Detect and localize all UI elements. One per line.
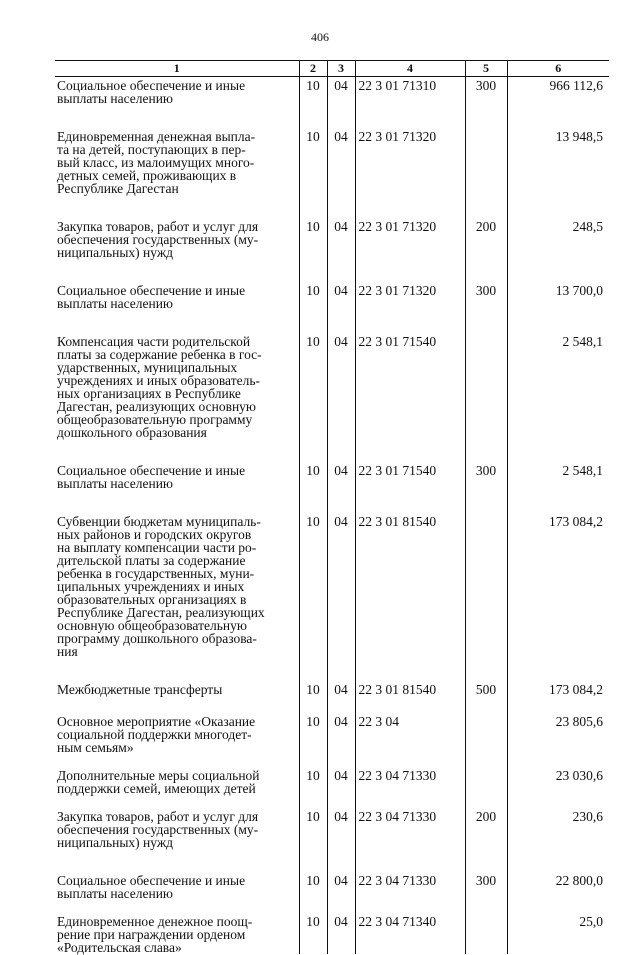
header-cell: 5: [465, 61, 507, 77]
section-code: 10: [299, 913, 327, 954]
target-article-code: 22 3 04 71330: [355, 767, 465, 808]
subsection-code: 04: [327, 462, 355, 513]
header-row: [55, 61, 609, 77]
table-row: [55, 462, 609, 513]
row-name-line: ударственных, муниципальных: [57, 360, 238, 375]
table-row: [55, 218, 609, 282]
row-name-line: основную общеобразовательную: [57, 618, 247, 633]
row-name-line: Межбюджетные трансферты: [57, 682, 223, 697]
row-name-line: платы за содержание ребенка в гос-: [57, 347, 262, 362]
table-row: [55, 872, 609, 913]
section-code: 10: [299, 808, 327, 872]
target-article-code: 22 3 01 81540: [355, 513, 465, 681]
row-name: [55, 218, 299, 282]
row-name-line: ных районов и городских округов: [57, 527, 252, 542]
table-row: [55, 913, 609, 954]
section-code: 10: [299, 282, 327, 333]
row-name-line: ниципальных) нужд: [57, 835, 174, 850]
row-name-line: на выплату компенсации части ро-: [57, 540, 257, 555]
row-name-line: Закупка товаров, работ и услуг для: [57, 219, 259, 234]
expense-type-code: 200: [465, 218, 507, 282]
row-name-line: ниципальных) нужд: [57, 245, 174, 260]
row-name-line: образовательных организациях в: [57, 592, 247, 607]
subsection-code: 04: [327, 218, 355, 282]
amount-value: 248,5: [507, 218, 609, 282]
row-name-line: ципальных учреждениях и иных: [57, 579, 245, 594]
expense-type-code: [465, 767, 507, 808]
amount-value: 173 084,2: [507, 513, 609, 681]
header-cell: 4: [355, 61, 465, 77]
row-name-line: обеспечения государственных (му-: [57, 232, 259, 247]
row-name-line: детных семей, проживающих в: [57, 168, 237, 183]
row-name: [55, 333, 299, 462]
row-name-line: обеспечения государственных (му-: [57, 822, 259, 837]
expense-type-code: 300: [465, 872, 507, 913]
row-name: [55, 128, 299, 218]
amount-value: 230,6: [507, 808, 609, 872]
row-name-line: выплаты населению: [57, 91, 174, 106]
section-code: 10: [299, 713, 327, 767]
header-cell: 6: [507, 61, 609, 77]
row-name: [55, 681, 299, 713]
subsection-code: 04: [327, 513, 355, 681]
section-code: 10: [299, 77, 327, 129]
row-name-line: вый класс, из малоимущих много-: [57, 155, 255, 170]
row-name: [55, 872, 299, 913]
row-name-line: выплаты населению: [57, 886, 174, 901]
row-name-line: Социальное обеспечение и иные: [57, 873, 246, 888]
row-name: [55, 913, 299, 954]
subsection-code: 04: [327, 913, 355, 954]
expense-type-code: [465, 513, 507, 681]
section-code: 10: [299, 513, 327, 681]
target-article-code: 22 3 01 71320: [355, 218, 465, 282]
row-name-line: учреждениях и иных образователь-: [57, 373, 260, 388]
target-article-code: 22 3 04 71340: [355, 913, 465, 954]
table-row: [55, 681, 609, 713]
amount-value: 966 112,6: [507, 77, 609, 129]
expense-type-code: 500: [465, 681, 507, 713]
target-article-code: 22 3 01 71310: [355, 77, 465, 129]
target-article-code: 22 3 04: [355, 713, 465, 767]
row-name-line: ния: [57, 644, 78, 659]
row-name-line: Основное мероприятие «Оказание: [57, 714, 256, 729]
expense-type-code: [465, 713, 507, 767]
row-name: [55, 282, 299, 333]
row-name-line: ным семьям»: [57, 740, 134, 755]
subsection-code: 04: [327, 282, 355, 333]
table-row: [55, 77, 609, 129]
amount-value: 22 800,0: [507, 872, 609, 913]
header-cell: 1: [55, 61, 299, 77]
target-article-code: 22 3 01 71540: [355, 462, 465, 513]
target-article-code: 22 3 01 71320: [355, 128, 465, 218]
expense-type-code: 300: [465, 462, 507, 513]
section-code: 10: [299, 333, 327, 462]
table-row: [55, 333, 609, 462]
row-name-line: Социальное обеспечение и иные: [57, 463, 246, 478]
row-name-line: Республике Дагестан, реализующих: [57, 605, 265, 620]
row-name-line: общеобразовательную программу: [57, 412, 253, 427]
subsection-code: 04: [327, 713, 355, 767]
table-row: [55, 513, 609, 681]
expense-type-code: 300: [465, 282, 507, 333]
row-name-line: рение при награждении орденом: [57, 927, 246, 942]
row-name-line: Республике Дагестан: [57, 181, 179, 196]
row-name-line: Субвенции бюджетам муниципаль-: [57, 514, 261, 529]
header-cell: 3: [327, 61, 355, 77]
row-name: [55, 77, 299, 129]
target-article-code: 22 3 01 71540: [355, 333, 465, 462]
expense-type-code: [465, 333, 507, 462]
section-code: 10: [299, 872, 327, 913]
table-row: [55, 808, 609, 872]
subsection-code: 04: [327, 128, 355, 218]
header-cell: 2: [299, 61, 327, 77]
row-name-line: выплаты населению: [57, 296, 174, 311]
target-article-code: 22 3 04 71330: [355, 808, 465, 872]
row-name-line: ных организациях в Республике: [57, 386, 241, 401]
row-name-line: Социальное обеспечение и иные: [57, 78, 246, 93]
target-article-code: 22 3 01 81540: [355, 681, 465, 713]
row-name-line: выплаты населению: [57, 476, 174, 491]
amount-value: 13 948,5: [507, 128, 609, 218]
amount-value: 2 548,1: [507, 333, 609, 462]
amount-value: 2 548,1: [507, 462, 609, 513]
target-article-code: 22 3 04 71330: [355, 872, 465, 913]
row-name: [55, 513, 299, 681]
table-row: [55, 282, 609, 333]
amount-value: 23 805,6: [507, 713, 609, 767]
expense-type-code: 200: [465, 808, 507, 872]
table-row: [55, 128, 609, 218]
row-name-line: Компенсация части родительской: [57, 334, 251, 349]
expense-type-code: [465, 128, 507, 218]
row-name-line: Единовременная денежная выпла-: [57, 129, 256, 144]
table-row: [55, 767, 609, 808]
section-code: 10: [299, 218, 327, 282]
row-name-line: программу дошкольного образова-: [57, 631, 257, 646]
subsection-code: 04: [327, 808, 355, 872]
row-name-line: ребенка в государственных, муни-: [57, 566, 255, 581]
budget-table: [55, 60, 609, 954]
row-name-line: Дополнительные меры социальной: [57, 768, 260, 783]
section-code: 10: [299, 681, 327, 713]
subsection-code: 04: [327, 77, 355, 129]
amount-value: 173 084,2: [507, 681, 609, 713]
expense-type-code: [465, 913, 507, 954]
section-code: 10: [299, 128, 327, 218]
row-name: [55, 767, 299, 808]
row-name-line: Единовременное денежное поощ-: [57, 914, 253, 929]
row-name-line: социальной поддержки многодет-: [57, 727, 252, 742]
subsection-code: 04: [327, 681, 355, 713]
row-name-line: Социальное обеспечение и иные: [57, 283, 246, 298]
amount-value: 25,0: [507, 913, 609, 954]
row-name-line: «Родительская слава»: [57, 940, 182, 955]
row-name-line: Закупка товаров, работ и услуг для: [57, 809, 259, 824]
subsection-code: 04: [327, 333, 355, 462]
expense-type-code: 300: [465, 77, 507, 129]
row-name: [55, 462, 299, 513]
row-name-line: поддержки семей, имеющих детей: [57, 781, 256, 796]
amount-value: 13 700,0: [507, 282, 609, 333]
row-name-line: дошкольного образования: [57, 425, 207, 440]
row-name-line: та на детей, поступающих в пер-: [57, 142, 246, 157]
row-name: [55, 713, 299, 767]
target-article-code: 22 3 01 71320: [355, 282, 465, 333]
row-name-line: дительской платы за содержание: [57, 553, 246, 568]
section-code: 10: [299, 767, 327, 808]
page-number: 406: [311, 30, 329, 44]
subsection-code: 04: [327, 872, 355, 913]
amount-value: 23 030,6: [507, 767, 609, 808]
subsection-code: 04: [327, 767, 355, 808]
section-code: 10: [299, 462, 327, 513]
row-name-line: Дагестан, реализующих основную: [57, 399, 257, 414]
table-row: [55, 713, 609, 767]
row-name: [55, 808, 299, 872]
